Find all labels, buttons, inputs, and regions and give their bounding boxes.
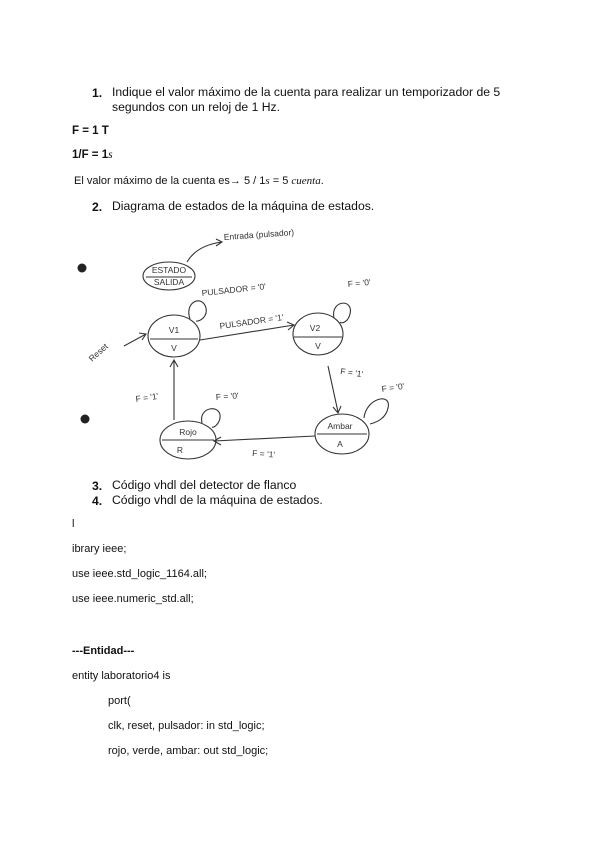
transition-amber-red [214,436,315,441]
q1-number: 1. [92,86,103,100]
label-f0-v2: F = '0' [347,277,371,289]
q4-text: Código vhdl de la máquina de estados. [112,493,323,507]
q1-line1: Indique el valor máximo de la cuenta para realizar un temporizador de 5 [112,85,501,99]
self-loop-v1 [189,301,207,321]
equation-f: F = 1 T [72,125,109,137]
ink-blot-top [78,264,87,273]
answer-line [74,175,324,187]
q3-text: Código vhdl del detector de flanco [112,478,297,492]
ink-blot-bottom [81,415,90,424]
label-f0-red: F = '0' [215,390,239,402]
code-line-7: port( [108,695,131,707]
reset-label: Reset [86,341,110,364]
label-pulsador-0: PULSADOR = '0' [201,281,267,298]
answer-eq: = 5 [272,175,289,187]
state-amber-name: Ambar [327,421,353,431]
self-loop-amber [364,399,388,424]
label-f1-red-v1: F = '1' [134,390,159,404]
legend-state-label: ESTADO [151,265,187,275]
code-line-2: ibrary ieee; [72,543,127,555]
label-f0-amber: F = '0' [380,380,405,394]
transition-v2-amber [328,366,338,412]
state-red-output: R [176,445,184,455]
reset-arrow [124,334,146,346]
code-line-1: l [72,518,75,530]
q4-number: 4. [92,494,103,508]
equation-inverse [72,149,113,161]
answer-text: El valor máximo de la cuenta es [74,175,230,187]
state-diagram [72,222,432,467]
code-line-6: entity laboratorio4 is [72,670,171,682]
q2-number: 2. [92,200,103,214]
code-line-8: clk, reset, pulsador: in std_logic; [108,720,265,732]
state-v1-output: V [171,343,177,353]
answer-period: . [320,175,324,187]
answer-formula: 5 / 1 [243,175,266,187]
label-f1-v2-amber: F = '1' [339,366,364,380]
legend-output-label: SALIDA [153,277,185,287]
answer-s: s [265,175,270,187]
state-v2-name: V2 [309,323,321,333]
q3-number: 3. [92,479,103,493]
state-red-name: Rojo [179,427,197,437]
q1-line2: segundos con un reloj de 1 Hz. [112,100,281,114]
code-line-5: ---Entidad--- [72,645,135,657]
label-pulsador-1: PULSADOR = '1' [218,312,285,331]
code-line-4: use ieee.numeric_std.all; [72,593,194,605]
q2-text: Diagrama de estados de la máquina de estados. [112,199,375,213]
answer-arrow: → [229,175,241,187]
equation-inverse-prefix: 1/F = 1 [72,149,109,161]
code-line-3: use ieee.std_logic_1164.all; [72,568,207,580]
state-amber-output: A [337,439,343,449]
legend-input-label: Entrada (pulsador) [223,227,295,242]
transition-v1-v2 [200,325,294,340]
label-f1-amber-red: F = '1' [251,448,276,460]
code-line-9: rojo, verde, ambar: out std_logic; [108,745,269,757]
state-v2-output: V [315,341,321,351]
state-v1-name: V1 [168,325,180,335]
answer-unit: cuenta [291,175,321,187]
equation-inverse-unit: s [108,149,113,161]
